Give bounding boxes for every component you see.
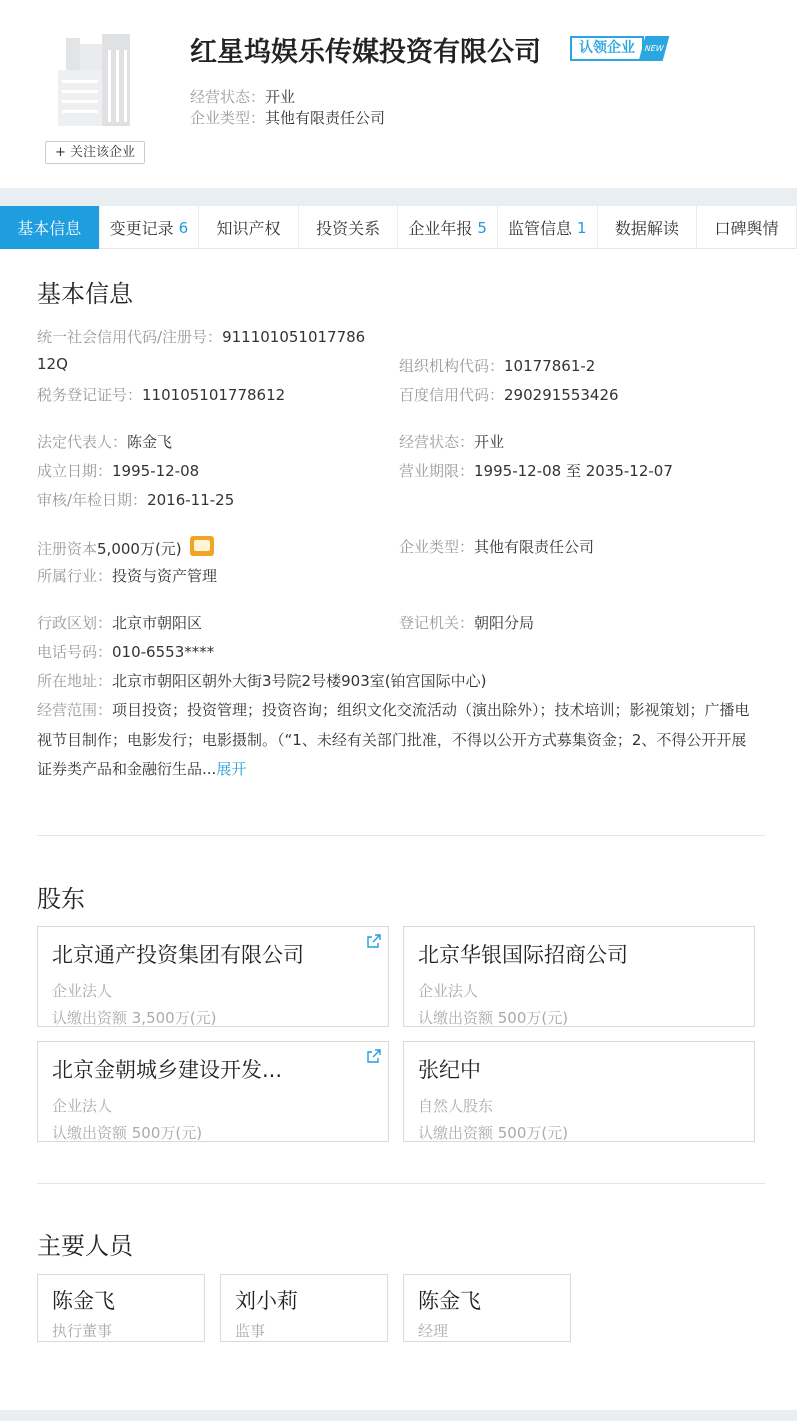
tab-label: 基本信息 bbox=[17, 219, 82, 238]
baidu-code-value: 290291553426 bbox=[504, 386, 619, 404]
person-card[interactable] bbox=[403, 1274, 571, 1342]
phone-label: 电话号码： bbox=[37, 643, 113, 661]
header-type-label: 企业类型： bbox=[190, 109, 266, 127]
external-link-icon[interactable] bbox=[366, 933, 382, 949]
org-code-value: 10177861-2 bbox=[504, 357, 596, 375]
founded-row bbox=[37, 460, 199, 481]
phone-row bbox=[37, 641, 214, 662]
capital-value: 5,000万(元) bbox=[97, 540, 182, 558]
credit-code-value: 911101051017786 bbox=[222, 328, 366, 346]
new-tag-icon: NEW bbox=[639, 36, 670, 61]
credit-code-tail bbox=[37, 355, 68, 373]
tab-label: 变更记录 bbox=[109, 219, 174, 238]
tab-data-analysis[interactable] bbox=[598, 206, 698, 249]
baidu-code-row bbox=[399, 384, 619, 405]
state-label: 经营状态： bbox=[399, 433, 475, 451]
separator-band bbox=[0, 188, 797, 206]
tab-label: 企业年报 bbox=[408, 219, 473, 238]
authority-value: 朝阳分局 bbox=[474, 614, 535, 632]
credit-code-row bbox=[37, 326, 365, 347]
state-value: 开业 bbox=[474, 433, 505, 451]
shareholder-name: 北京华银国际招商公司 bbox=[418, 943, 628, 967]
person-card[interactable] bbox=[220, 1274, 388, 1342]
shareholder-card[interactable] bbox=[37, 926, 389, 1027]
company-name: 红星坞娱乐传媒投资有限公司 bbox=[190, 37, 541, 68]
authority-label: 登记机关： bbox=[399, 614, 475, 632]
shareholder-type: 企业法人 bbox=[52, 1097, 113, 1115]
basic-info-title: 基本信息 bbox=[37, 280, 133, 308]
scope-label: 经营范围： bbox=[37, 701, 113, 719]
person-name: 陈金飞 bbox=[418, 1289, 481, 1313]
address-row bbox=[37, 670, 486, 691]
section-divider bbox=[37, 1183, 765, 1184]
founded-label: 成立日期： bbox=[37, 462, 113, 480]
tab-change-records[interactable] bbox=[100, 206, 200, 249]
tab-count: 5 bbox=[477, 218, 487, 237]
tab-count: 1 bbox=[577, 218, 587, 237]
org-code-label: 组织机构代码： bbox=[399, 357, 505, 375]
address-label: 所在地址： bbox=[37, 672, 113, 690]
legal-rep-label: 法定代表人： bbox=[37, 433, 128, 451]
claim-badge-label: 认领企业 bbox=[570, 36, 644, 61]
legal-rep-value[interactable]: 陈金飞 bbox=[127, 433, 173, 451]
person-name: 刘小莉 bbox=[235, 1289, 298, 1313]
tax-value: 110105101778612 bbox=[142, 386, 286, 404]
external-link-icon[interactable] bbox=[366, 1048, 382, 1064]
tab-regulatory[interactable] bbox=[498, 206, 598, 249]
capital-row bbox=[37, 536, 214, 559]
tab-investment[interactable] bbox=[299, 206, 399, 249]
shareholder-card[interactable] bbox=[403, 1041, 755, 1142]
address-value: 北京市朝阳区朝外大街3号院2号楼903室(铂宫国际中心) bbox=[112, 672, 487, 690]
company-logo bbox=[46, 30, 144, 130]
capital-image-icon[interactable] bbox=[190, 536, 214, 556]
claim-badge[interactable] bbox=[570, 36, 668, 61]
tax-row bbox=[37, 384, 285, 405]
shareholder-card[interactable] bbox=[37, 1041, 389, 1142]
shareholder-name: 北京金朝城乡建设开发... bbox=[52, 1058, 283, 1082]
follow-company-button[interactable]: + 关注该企业 bbox=[45, 141, 145, 164]
state-row bbox=[399, 431, 504, 452]
etype-row bbox=[399, 536, 594, 557]
tax-label: 税务登记证号： bbox=[37, 386, 143, 404]
personnel-title: 主要人员 bbox=[37, 1232, 133, 1260]
region-row bbox=[37, 612, 202, 633]
term-value: 1995-12-08 至 2035-12-07 bbox=[474, 462, 673, 480]
audit-row bbox=[37, 489, 234, 510]
region-label: 行政区划： bbox=[37, 614, 113, 632]
baidu-code-label: 百度信用代码： bbox=[399, 386, 505, 404]
shareholder-type: 自然人股东 bbox=[418, 1097, 494, 1115]
company-header bbox=[0, 0, 797, 188]
industry-value: 投资与资产管理 bbox=[112, 567, 218, 585]
person-card[interactable] bbox=[37, 1274, 205, 1342]
audit-label: 审核/年检日期： bbox=[37, 491, 148, 509]
business-scope bbox=[37, 696, 757, 785]
industry-label: 所属行业： bbox=[37, 567, 113, 585]
tab-intellectual-property[interactable] bbox=[199, 206, 299, 249]
shareholder-amount: 认缴出资额 500万(元) bbox=[418, 1009, 569, 1027]
term-label: 营业期限： bbox=[399, 462, 475, 480]
shareholder-amount: 认缴出资额 3,500万(元) bbox=[52, 1009, 217, 1027]
person-role: 执行董事 bbox=[52, 1322, 113, 1340]
shareholder-type: 企业法人 bbox=[418, 982, 479, 1000]
scope-value: 项目投资；投资管理；投资咨询；组织文化交流活动（演出除外）；技术培训；影视策划；广播电视节目制作；电影发行；电影摄制。（“1、未经有关部门批准，不得以公开方式募集资金；2、不得公开开展证券类产品和金融衍生品... bbox=[37, 701, 750, 778]
expand-link[interactable]: 展开 bbox=[216, 760, 247, 778]
credit-code-label: 统一社会信用代码/注册号： bbox=[37, 328, 223, 346]
legal-rep-row bbox=[37, 431, 172, 452]
capital-label: 注册资本 bbox=[37, 540, 98, 558]
person-name: 陈金飞 bbox=[52, 1289, 115, 1313]
header-type bbox=[190, 107, 385, 128]
tab-basic-info[interactable] bbox=[0, 206, 100, 249]
shareholder-amount: 认缴出资额 500万(元) bbox=[52, 1124, 203, 1142]
etype-value: 其他有限责任公司 bbox=[474, 538, 595, 556]
shareholder-name: 北京通产投资集团有限公司 bbox=[52, 943, 304, 967]
shareholders-title: 股东 bbox=[37, 885, 85, 913]
header-status bbox=[190, 86, 295, 107]
tab-label: 投资关系 bbox=[316, 219, 381, 238]
shareholder-amount: 认缴出资额 500万(元) bbox=[418, 1124, 569, 1142]
person-role: 经理 bbox=[418, 1322, 449, 1340]
shareholder-card[interactable] bbox=[403, 926, 755, 1027]
phone-value: 010-6553**** bbox=[112, 643, 215, 661]
industry-row bbox=[37, 565, 217, 586]
audit-value: 2016-11-25 bbox=[147, 491, 235, 509]
tab-reputation[interactable] bbox=[697, 206, 797, 249]
tab-label: 数据解读 bbox=[614, 219, 679, 238]
shareholder-type: 企业法人 bbox=[52, 982, 113, 1000]
credit-code-tail-value: 12Q bbox=[37, 355, 68, 373]
term-row bbox=[399, 460, 673, 481]
header-type-value: 其他有限责任公司 bbox=[265, 109, 386, 127]
etype-label: 企业类型： bbox=[399, 538, 475, 556]
tab-label: 口碑舆情 bbox=[714, 219, 779, 238]
tab-label: 知识产权 bbox=[216, 219, 281, 238]
org-code-row bbox=[399, 355, 595, 376]
shareholder-name: 张纪中 bbox=[418, 1058, 481, 1082]
header-status-label: 经营状态： bbox=[190, 88, 266, 106]
tab-label: 监管信息 bbox=[507, 219, 572, 238]
bottom-band bbox=[0, 1410, 797, 1421]
authority-row bbox=[399, 612, 534, 633]
section-divider bbox=[37, 835, 765, 836]
person-role: 监事 bbox=[235, 1322, 266, 1340]
header-status-value: 开业 bbox=[265, 88, 296, 106]
tab-annual-report[interactable] bbox=[398, 206, 498, 249]
founded-value: 1995-12-08 bbox=[112, 462, 200, 480]
tab-bar bbox=[0, 206, 797, 249]
tab-count: 6 bbox=[178, 218, 189, 237]
region-value: 北京市朝阳区 bbox=[112, 614, 203, 632]
